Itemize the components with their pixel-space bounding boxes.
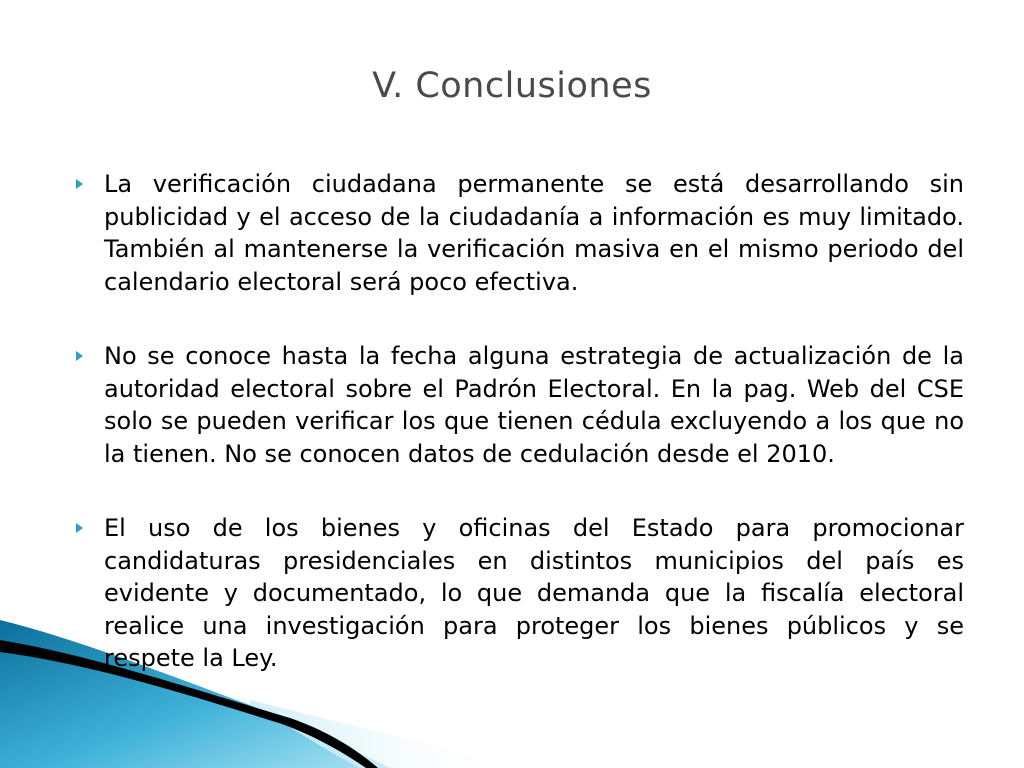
bullet-list [76,168,964,717]
triangle-bullet-icon [76,523,83,533]
triangle-bullet-icon [76,351,83,361]
bullet-text: No se conoce hasta la fecha alguna estrategia de actualización de la autoridad electoral sobre el Padrón Electoral. En la pag. Web del CSE solo se pueden verificar los que tienen cédula excluyendo a los que no la tienen. No se conocen datos de cedulación desde el 2010. [104,342,964,468]
bullet-text: El uso de los bienes y oficinas del Estado para promocionar candidaturas presidenciales en distintos municipios del país es evidente y documentado, lo que demanda que la fiscalía electoral realice una investigación para proteger los bienes públicos y se respete la Ley. [104,514,964,672]
bullet-text: La verificación ciudadana permanente se está desarrollando sin publicidad y el acceso de la ciudadanía a información es muy limitado. También al mantenerse la verificación masiva en el mismo periodo del calendario electoral será poco efectiva. [104,170,964,296]
bullet-item [76,168,964,298]
triangle-bullet-icon [76,179,83,189]
slide-title: V. Conclusiones [372,66,652,106]
bullet-item [76,340,964,470]
bullet-item [76,512,964,675]
